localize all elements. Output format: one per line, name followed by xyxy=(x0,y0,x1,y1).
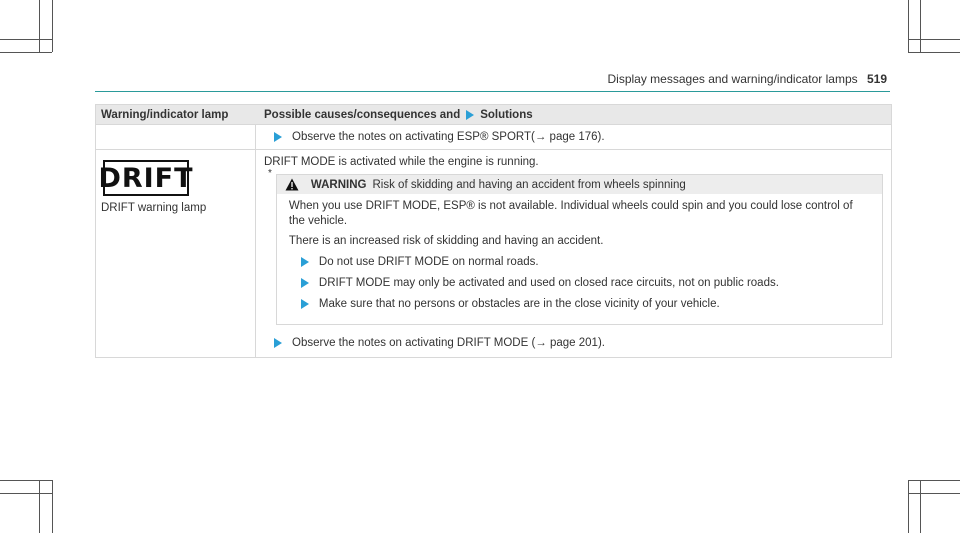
table-row xyxy=(96,149,891,357)
lamp-cell xyxy=(96,150,256,357)
arrow-icon xyxy=(301,299,309,309)
crop-mark xyxy=(0,39,52,40)
warning-bullet-2: DRIFT MODE may only be activated and used on closed race circuits, not on public roads. xyxy=(318,277,779,289)
list-item xyxy=(274,337,883,349)
page-header xyxy=(0,72,960,92)
crop-mark xyxy=(908,39,960,40)
warning-box xyxy=(276,174,883,325)
warning-header xyxy=(277,175,882,194)
crop-mark xyxy=(920,480,921,533)
arrow-icon xyxy=(301,278,309,288)
drift-lamp-icon: DRIFT xyxy=(103,160,189,196)
row2-intro: DRIFT MODE is activated while the engine is running. xyxy=(264,156,539,168)
warning-bullet-1: Do not use DRIFT MODE on normal roads. xyxy=(318,256,539,268)
crop-mark xyxy=(908,493,960,494)
arrow-icon xyxy=(301,257,309,267)
header-title: Display messages and warning/indicator lamps xyxy=(607,72,858,86)
col-header-solutions: Solutions xyxy=(480,108,533,121)
col-header-lamp: Warning/indicator lamp xyxy=(101,108,229,121)
crop-mark xyxy=(0,52,52,53)
header-rule xyxy=(95,91,890,92)
arrow-icon xyxy=(274,132,282,142)
table-row xyxy=(96,124,891,149)
warning-triangle-icon xyxy=(285,178,299,191)
causes-cell xyxy=(256,125,891,149)
crop-mark xyxy=(908,480,960,481)
warning-bullet-3: Make sure that no persons or obstacles are in the close vicinity of your vehicle. xyxy=(318,298,720,310)
lamp-label: DRIFT warning lamp xyxy=(101,202,207,214)
crop-mark xyxy=(908,480,909,533)
crop-mark xyxy=(908,0,909,52)
page-number: 519 xyxy=(866,72,887,86)
table-header-row xyxy=(96,105,891,124)
list-item xyxy=(301,255,870,270)
crop-mark xyxy=(39,480,40,533)
crop-mark xyxy=(908,52,960,53)
row1-bullet: Observe the notes on activating ESP® SPORT(→ page 176). xyxy=(292,131,605,143)
crop-mark xyxy=(52,480,53,533)
crop-mark xyxy=(0,480,52,481)
warning-para1: When you use DRIFT MODE, ESP® is not available. Individual wheels could spin and you could lose control of the vehicle. xyxy=(288,200,853,227)
header-text xyxy=(608,72,888,86)
warning-body xyxy=(277,194,882,324)
crop-mark xyxy=(52,0,53,52)
arrow-icon xyxy=(274,338,282,348)
lamp-cell-empty xyxy=(96,125,256,149)
lamp-table xyxy=(95,104,892,358)
warning-subtitle: Risk of skidding and having an accident from wheels spinning xyxy=(372,178,686,191)
list-item xyxy=(301,276,870,291)
list-item xyxy=(301,297,870,312)
crop-mark xyxy=(0,493,52,494)
warning-title: WARNING xyxy=(310,178,367,191)
crop-mark xyxy=(39,0,40,52)
row2-bullet: Observe the notes on activating DRIFT MODE (→ page 201). xyxy=(292,337,605,349)
crop-mark xyxy=(920,0,921,52)
warning-para2: There is an increased risk of skidding and having an accident. xyxy=(288,235,604,247)
col-header-causes xyxy=(256,109,891,121)
asterisk: * xyxy=(268,168,272,179)
arrow-icon xyxy=(466,110,474,120)
col-header-causes-text: Possible causes/consequences and xyxy=(264,108,461,121)
causes-cell xyxy=(256,150,891,357)
